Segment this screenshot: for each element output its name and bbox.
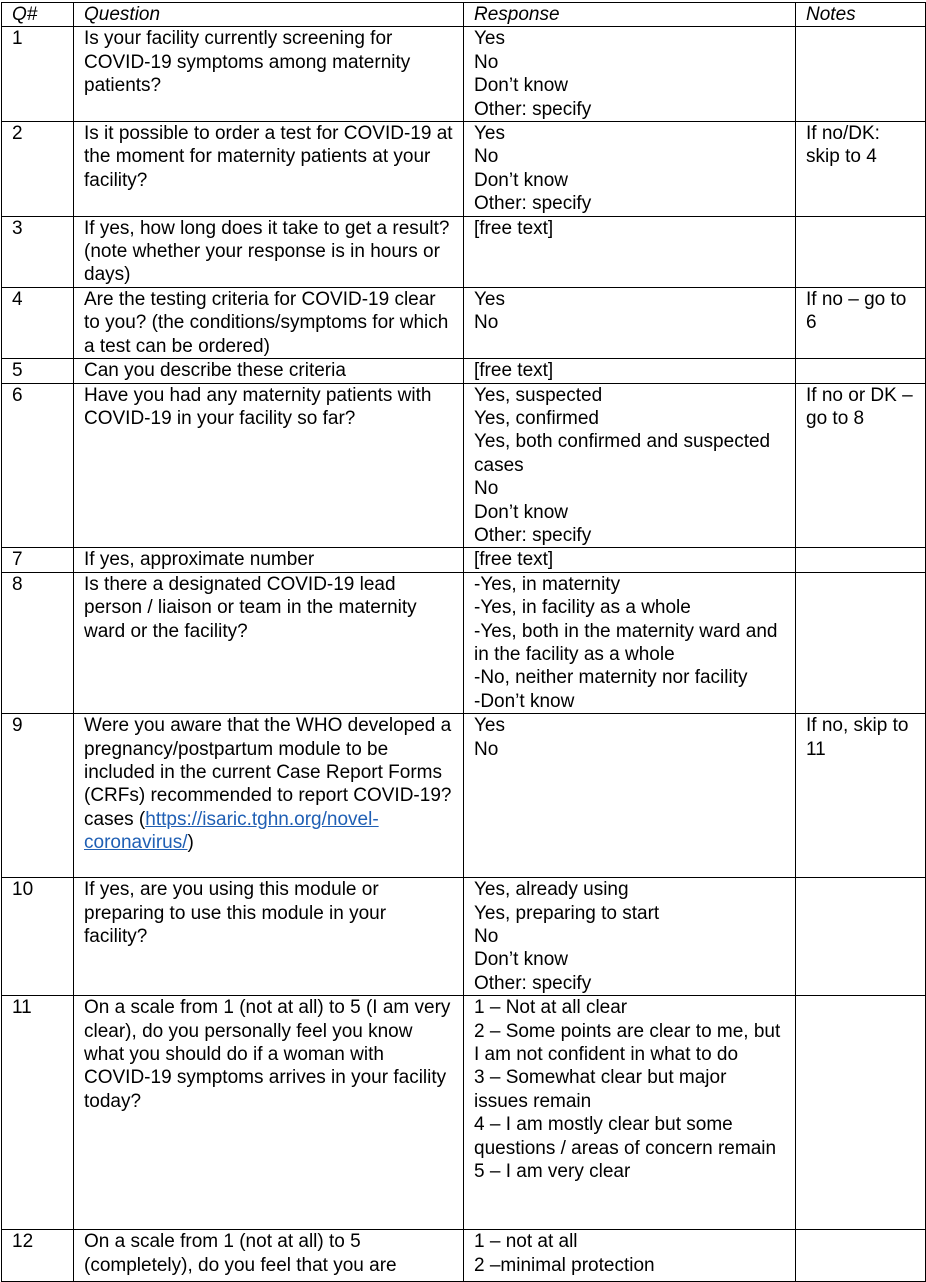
- response-option: 2 –minimal protection: [474, 1254, 655, 1276]
- response-options: [464, 287, 796, 358]
- question-text: Are the testing criteria for COVID-19 clear to you? (the conditions/symptoms for which a test can be ordered): [74, 287, 464, 358]
- response-option: Other: specify: [474, 972, 592, 994]
- question-number: 2: [2, 122, 74, 217]
- question-text: [74, 714, 464, 878]
- response-option: Don’t know: [474, 501, 568, 523]
- response-option: Yes: [474, 123, 505, 145]
- response-option: [free text]: [474, 549, 554, 571]
- question-number: 6: [2, 383, 74, 548]
- table-body: [2, 27, 926, 1282]
- question-text-suffix: ): [187, 832, 194, 854]
- response-option: Yes, both confirmed and suspected cases: [474, 431, 771, 476]
- notes-cell: [796, 572, 926, 713]
- notes-cell: If no, skip to 11: [796, 714, 926, 878]
- notes-cell: [796, 548, 926, 572]
- question-text: On a scale from 1 (not at all) to 5 (completely), do you feel that you are: [74, 1230, 464, 1282]
- response-option: -Yes, both in the maternity ward and in the facility as a whole: [474, 620, 778, 665]
- response-options: [464, 1230, 796, 1282]
- response-option: Other: specify: [474, 524, 592, 546]
- response-option: -Yes, in facility as a whole: [474, 597, 691, 619]
- response-option: Don’t know: [474, 75, 568, 97]
- table-row: [2, 383, 926, 548]
- table-row: [2, 1230, 926, 1282]
- response-option: -Don’t know: [474, 690, 575, 712]
- response-option: Yes: [474, 28, 505, 50]
- header-response: Response: [464, 3, 796, 27]
- response-option: Other: specify: [474, 193, 592, 215]
- header-notes: Notes: [796, 3, 926, 27]
- response-options: [464, 122, 796, 217]
- response-option: 4 – I am mostly clear but some questions / areas of concern remain: [474, 1114, 777, 1159]
- question-number: 12: [2, 1230, 74, 1282]
- question-text: If yes, approximate number: [74, 548, 464, 572]
- notes-cell: [796, 27, 926, 122]
- response-option: No: [474, 478, 499, 500]
- notes-cell: If no – go to 6: [796, 287, 926, 358]
- response-options: [464, 878, 796, 996]
- table-row: [2, 359, 926, 383]
- response-option: Don’t know: [474, 169, 568, 191]
- header-question: Question: [74, 3, 464, 27]
- question-text: Have you had any maternity patients with COVID-19 in your facility so far?: [74, 383, 464, 548]
- header-row: [2, 3, 926, 27]
- response-option: Yes: [474, 715, 505, 737]
- notes-cell: If no or DK – go to 8: [796, 383, 926, 548]
- question-text-part: Were you aware that the WHO developed a pregnancy/postpartum module to be included in the current Case Report Forms (CRFs) recommended to report COVID-19? cases (: [84, 715, 452, 830]
- response-option: 3 – Somewhat clear but major issues remain: [474, 1067, 727, 1112]
- response-option: Other: specify: [474, 98, 592, 120]
- table-row: [2, 216, 926, 287]
- question-text: Is it possible to order a test for COVID-19 at the moment for maternity patients at your facility?: [74, 122, 464, 217]
- question-number: 4: [2, 287, 74, 358]
- question-number: 5: [2, 359, 74, 383]
- response-option: -Yes, in maternity: [474, 573, 621, 595]
- response-option: [free text]: [474, 217, 554, 239]
- question-number: 11: [2, 996, 74, 1230]
- table-row: [2, 287, 926, 358]
- question-number: 1: [2, 27, 74, 122]
- table-row: [2, 714, 926, 878]
- notes-cell: [796, 996, 926, 1230]
- question-number: 7: [2, 548, 74, 572]
- table-row: [2, 122, 926, 217]
- table-row: [2, 878, 926, 996]
- notes-cell: [796, 878, 926, 996]
- question-text: Can you describe these criteria: [74, 359, 464, 383]
- response-option: 1 – Not at all clear: [474, 997, 628, 1019]
- response-options: [464, 572, 796, 713]
- response-option: 1 – not at all: [474, 1231, 578, 1253]
- response-option: No: [474, 738, 499, 760]
- question-text: Is there a designated COVID-19 lead person / liaison or team in the maternity ward or the facility?: [74, 572, 464, 713]
- question-text: On a scale from 1 (not at all) to 5 (I am very clear), do you personally feel you know what you should do if a woman with COVID-19 symptoms arrives in your facility today?: [74, 996, 464, 1230]
- question-text: Is your facility currently screening for COVID-19 symptoms among maternity patients?: [74, 27, 464, 122]
- response-option: 2 – Some points are clear to me, but I am not confident in what to do: [474, 1020, 781, 1066]
- question-number: 10: [2, 878, 74, 996]
- response-option: No: [474, 146, 499, 168]
- response-option: Yes: [474, 288, 505, 310]
- questionnaire-table: [1, 2, 926, 1282]
- table-row: [2, 572, 926, 713]
- table-row: [2, 548, 926, 572]
- response-options: [464, 996, 796, 1230]
- question-text: If yes, are you using this module or preparing to use this module in your facility?: [74, 878, 464, 996]
- question-text: If yes, how long does it take to get a result? (note whether your response is in hours or days): [74, 216, 464, 287]
- response-option: -No, neither maternity nor facility: [474, 667, 748, 689]
- response-option: Yes, suspected: [474, 384, 603, 406]
- response-option: Yes, preparing to start: [474, 902, 660, 924]
- response-option: No: [474, 926, 499, 947]
- response-options: [464, 216, 796, 287]
- response-option: Don’t know: [474, 949, 568, 971]
- response-options: [464, 383, 796, 548]
- notes-cell: [796, 1230, 926, 1282]
- question-number: 3: [2, 216, 74, 287]
- response-option: No: [474, 51, 499, 73]
- notes-cell: [796, 216, 926, 287]
- response-option: Yes, confirmed: [474, 407, 599, 429]
- table-row: [2, 27, 926, 122]
- response-option: Yes, already using: [474, 879, 629, 901]
- response-option: [free text]: [474, 360, 554, 382]
- response-options: [464, 359, 796, 383]
- response-option: 5 – I am very clear: [474, 1161, 631, 1183]
- response-options: [464, 548, 796, 572]
- crf-module-link[interactable]: https://isaric.tghn.org/novel-coronavirus/: [84, 808, 379, 854]
- response-option: No: [474, 312, 499, 334]
- response-options: [464, 714, 796, 878]
- notes-cell: [796, 359, 926, 383]
- header-qnum: Q#: [2, 3, 74, 27]
- response-options: [464, 27, 796, 122]
- question-number: 8: [2, 572, 74, 713]
- question-number: 9: [2, 714, 74, 878]
- table-row: [2, 996, 926, 1230]
- notes-cell: If no/DK: skip to 4: [796, 122, 926, 217]
